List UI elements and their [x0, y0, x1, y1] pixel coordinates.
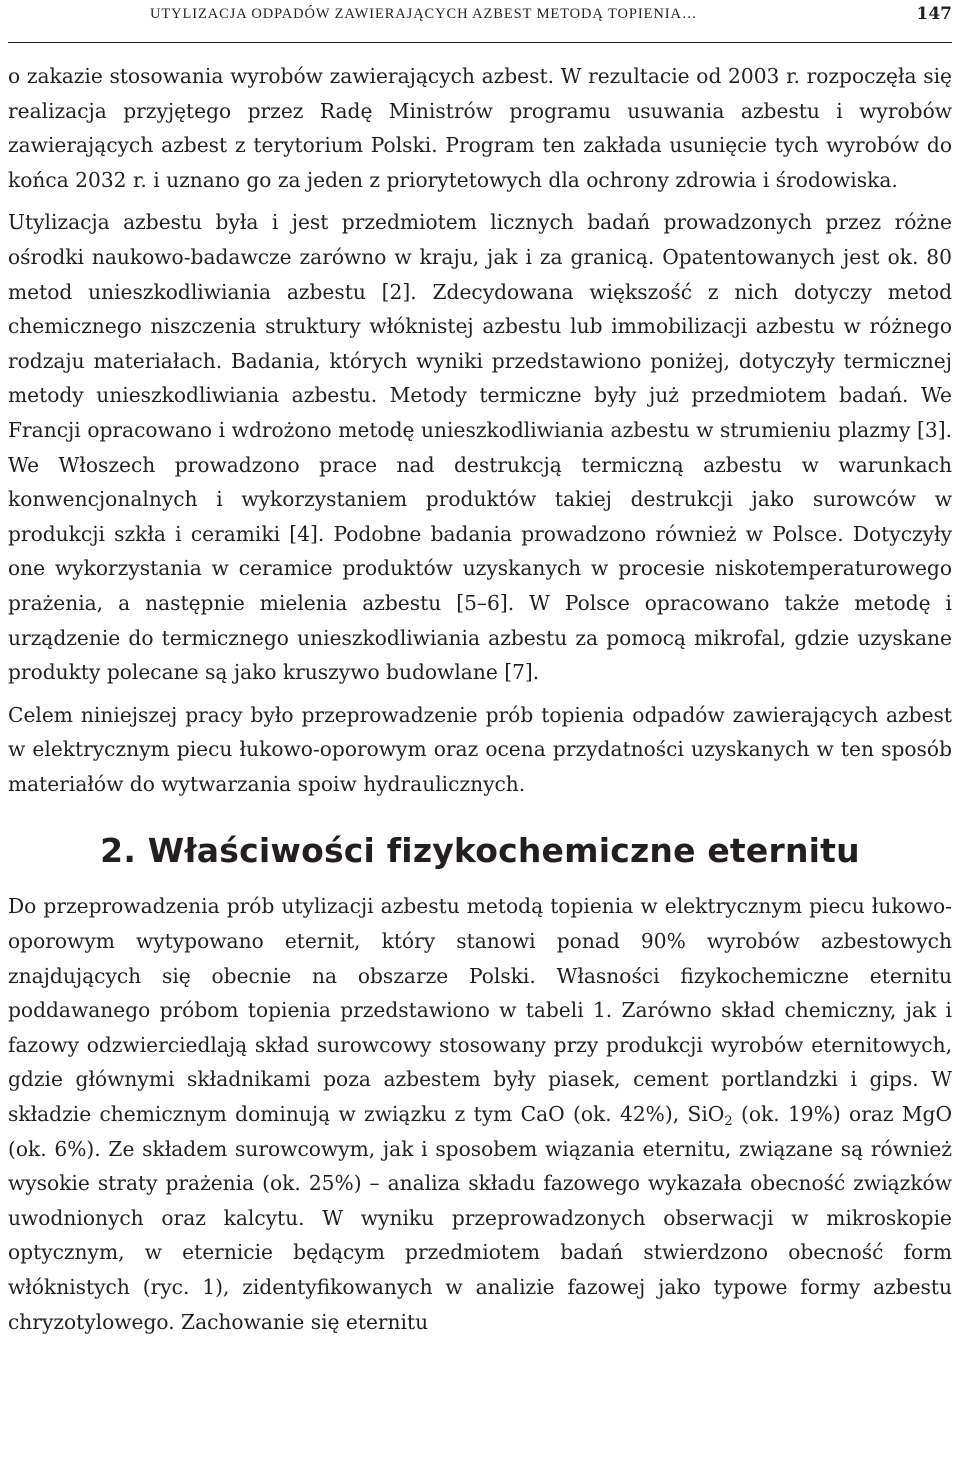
running-header [8, 0, 952, 43]
paragraph-text-part-1: Do przeprowadzenia prób utylizacji azbestu metodą topienia w elektrycznym piecu łukowo-oporowym wytypowano eternit, który stanowi ponad 90% wyrobów azbestowych znajdujących się obecnie na obszarze Polski. Własności fizykochemiczne eternitu poddawanego próbom topienia przedstawiono w tabeli 1. Zarówno skład chemiczny, jak i fazowy odzwierciedlają skład surowcowy stosowany przy produkcji wyrobów eternitowych, gdzie głównymi składnikami poza azbestem były piasek, cement portlandzki i gips. W składzie chemicznym dominują w związku z tym CaO (ok. 42%), SiO [8, 894, 952, 1127]
document-page [8, 0, 952, 1339]
body-text [8, 59, 952, 1339]
page-number: 147 [916, 4, 952, 24]
paragraph-text-part-2: (ok. 19%) oraz MgO (ok. 6%). Ze składem surowcowym, jak i sposobem wiązania eternitu, związane są również wysokie straty prażenia (ok. 25%) – analiza składu fazowego wykazała obecność związków uwodnionych oraz kalcytu. W wyniku przeprowadzonych obserwacji w mikroskopie optycznym, w eternicie będącym przedmiotem badań stwierdzono obecność form włóknistych (ryc. 1), zidentyfikowanych w analizie fazowej jako typowe formy azbestu chryzotylowego. Zachowanie się eternitu [8, 1102, 952, 1334]
paragraph-eternit-properties [8, 889, 952, 1339]
subscript-2: 2 [724, 1114, 733, 1130]
paragraph-continuation: o zakazie stosowania wyrobów zawierających azbest. W rezultacie od 2003 r. rozpoczęła się realizacja przyjętego przez Radę Ministrów programu usuwania azbestu i wyrobów zawierających azbest z terytorium Polski. Program ten zakłada usunięcie tych wyrobów do końca 2032 r. i uznano go za jeden z priorytetowych dla ochrony zdrowia i środowiska. [8, 64, 952, 192]
paragraph-aim: Celem niniejszej pracy było przeprowadzenie prób topienia odpadów zawierających azbest w elektrycznym piecu łukowo-oporowym oraz ocena przydatności uzyskanych w ten sposób materiałów do wytwarzania spoiw hydraulicznych. [8, 702, 952, 796]
section-heading: 2. Właściwości fizykochemiczne eternitu [100, 831, 860, 871]
paragraph-asbestos-methods: Utylizacja azbestu była i jest przedmiotem licznych badań prowadzonych przez różne ośrodki naukowo-badawcze zarówno w kraju, jak i za granicą. Opatentowanych jest ok. 80 metod unieszkodliwiania azbestu [2]. Zdecydowana większość z nich dotyczy metod chemicznego niszczenia struktury włóknistej azbestu lub immobilizacji azbestu w różnego rodzaju materiałach. Badania, których wyniki przedstawiono poniżej, dotyczyły termicznej metody unieszkodliwiania azbestu. Metody termiczne były już przedmiotem badań. We Francji opracowano i wdrożono metodę unieszkodliwiania azbestu w strumieniu plazmy [3]. We Włoszech prowadzono prace nad destrukcją termiczną azbestu w warunkach konwencjonalnych i wykorzystaniem produktów takiej destrukcji jako surowców w produkcji szkła i ceramiki [4]. Podobne badania prowadzono również w Polsce. Dotyczyły one wykorzystania w ceramice produktów uzyskanych w procesie niskotemperaturowego prażenia, a następnie mielenia azbestu [5–6]. W Polsce opracowano także metodę i urządzenie do termicznego unieszkodliwiania azbestu za pomocą mikrofal, gdzie uzyskane produkty polecane są jako kruszywo budowlane [7]. [8, 210, 952, 685]
running-title: UTYLIZACJA ODPADÓW ZAWIERAJĄCYCH AZBEST METODĄ TOPIENIA… [150, 6, 698, 22]
